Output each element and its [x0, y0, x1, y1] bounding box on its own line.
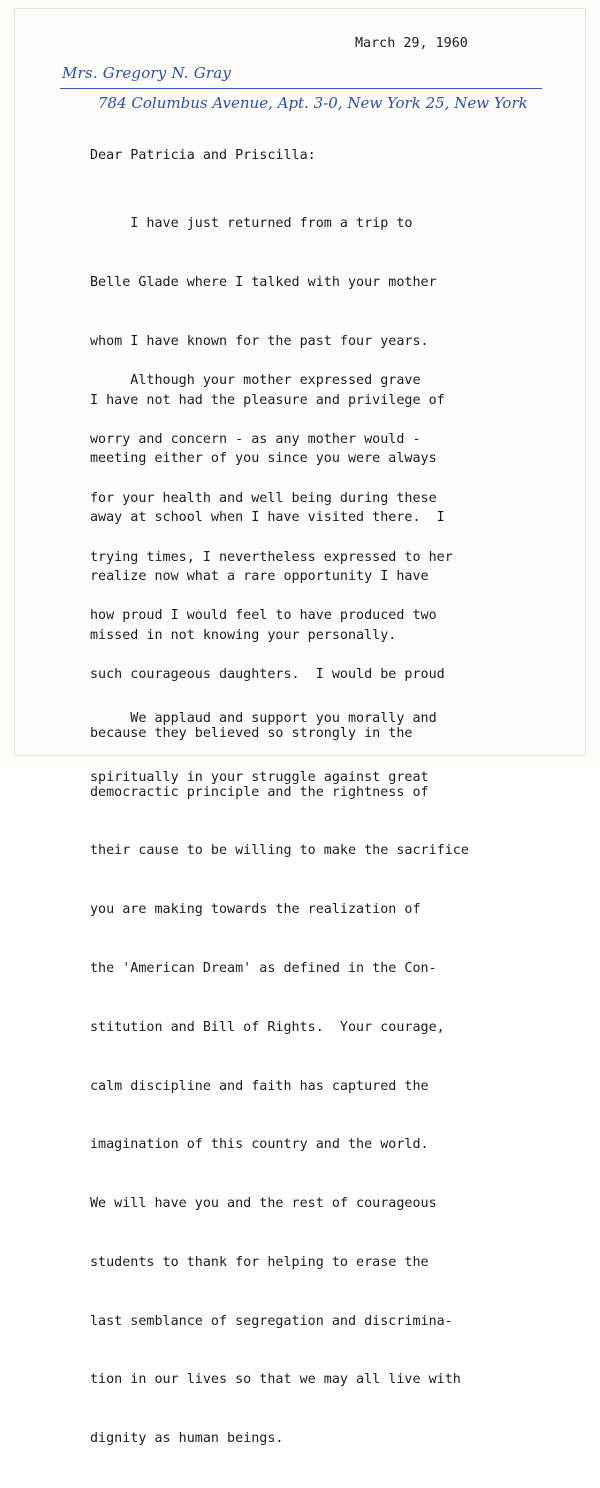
paragraph-line: missed in not knowing your personally.: [90, 627, 397, 643]
paragraph-line: We will have you and the rest of courageous: [90, 1196, 437, 1212]
paragraph-line: last semblance of segregation and discrimina-: [90, 1313, 453, 1329]
paragraph-line: away at school when I have visited there. I: [90, 510, 445, 526]
paragraph-line: I have not had the pleasure and privilege of: [90, 392, 445, 408]
letterhead-divider: [60, 88, 542, 89]
paragraph-line: realize now what a rare opportunity I have: [90, 568, 429, 584]
paragraph-line: whom I have known for the past four years.: [90, 333, 429, 349]
paragraph-line: Although your mother expressed grave: [90, 373, 421, 389]
paragraph-line: spiritually in your struggle against great: [90, 769, 429, 785]
paragraph-line: calm discipline and faith has captured the: [90, 1078, 429, 1094]
paragraph-line: for your health and well being during these: [90, 490, 437, 506]
letterhead-name: Mrs. Gregory N. Gray: [62, 64, 232, 82]
salutation: Dear Patricia and Priscilla:: [90, 148, 316, 163]
paragraph-line: trying times, I nevertheless expressed to her: [90, 549, 453, 565]
paragraph-3: [90, 670, 580, 827]
paragraph-line: Belle Glade where I talked with your mother: [90, 274, 437, 290]
paragraph-line: We applaud and support you morally and: [90, 711, 437, 727]
paragraph-line: tion in our lives so that we may all live with: [90, 1372, 461, 1388]
paragraph-line: such courageous daughters. I would be proud: [90, 667, 445, 683]
paragraph-line: because they believed so strongly in the: [90, 725, 413, 741]
paragraph-line: I have just returned from a trip to: [90, 216, 413, 232]
paragraph-line: you are making towards the realization of: [90, 902, 421, 918]
paragraph-line: the 'American Dream' as defined in the Con-: [90, 961, 437, 976]
paragraph-line: worry and concern - as any mother would -: [90, 431, 421, 447]
letterhead-address: 784 Columbus Avenue, Apt. 3-0, New York 25, New York: [98, 94, 528, 112]
paragraph-2: [90, 332, 580, 1488]
paragraph-line: how proud I would feel to have produced two: [90, 608, 437, 624]
paragraph-line: meeting either of you since you were always: [90, 451, 437, 467]
paragraph-line: dignity as human beings.: [90, 1431, 284, 1447]
paragraph-line: stitution and Bill of Rights. Your courage,: [90, 1019, 445, 1035]
paragraph-line: imagination of this country and the world.: [90, 1137, 429, 1153]
letter-date: March 29, 1960: [355, 36, 468, 51]
paragraph-line: students to thank for helping to erase the: [90, 1254, 429, 1270]
paragraph-line: their cause to be willing to make the sacrifice: [90, 843, 469, 859]
paragraph-line: democractic principle and the rightness of: [90, 784, 429, 800]
